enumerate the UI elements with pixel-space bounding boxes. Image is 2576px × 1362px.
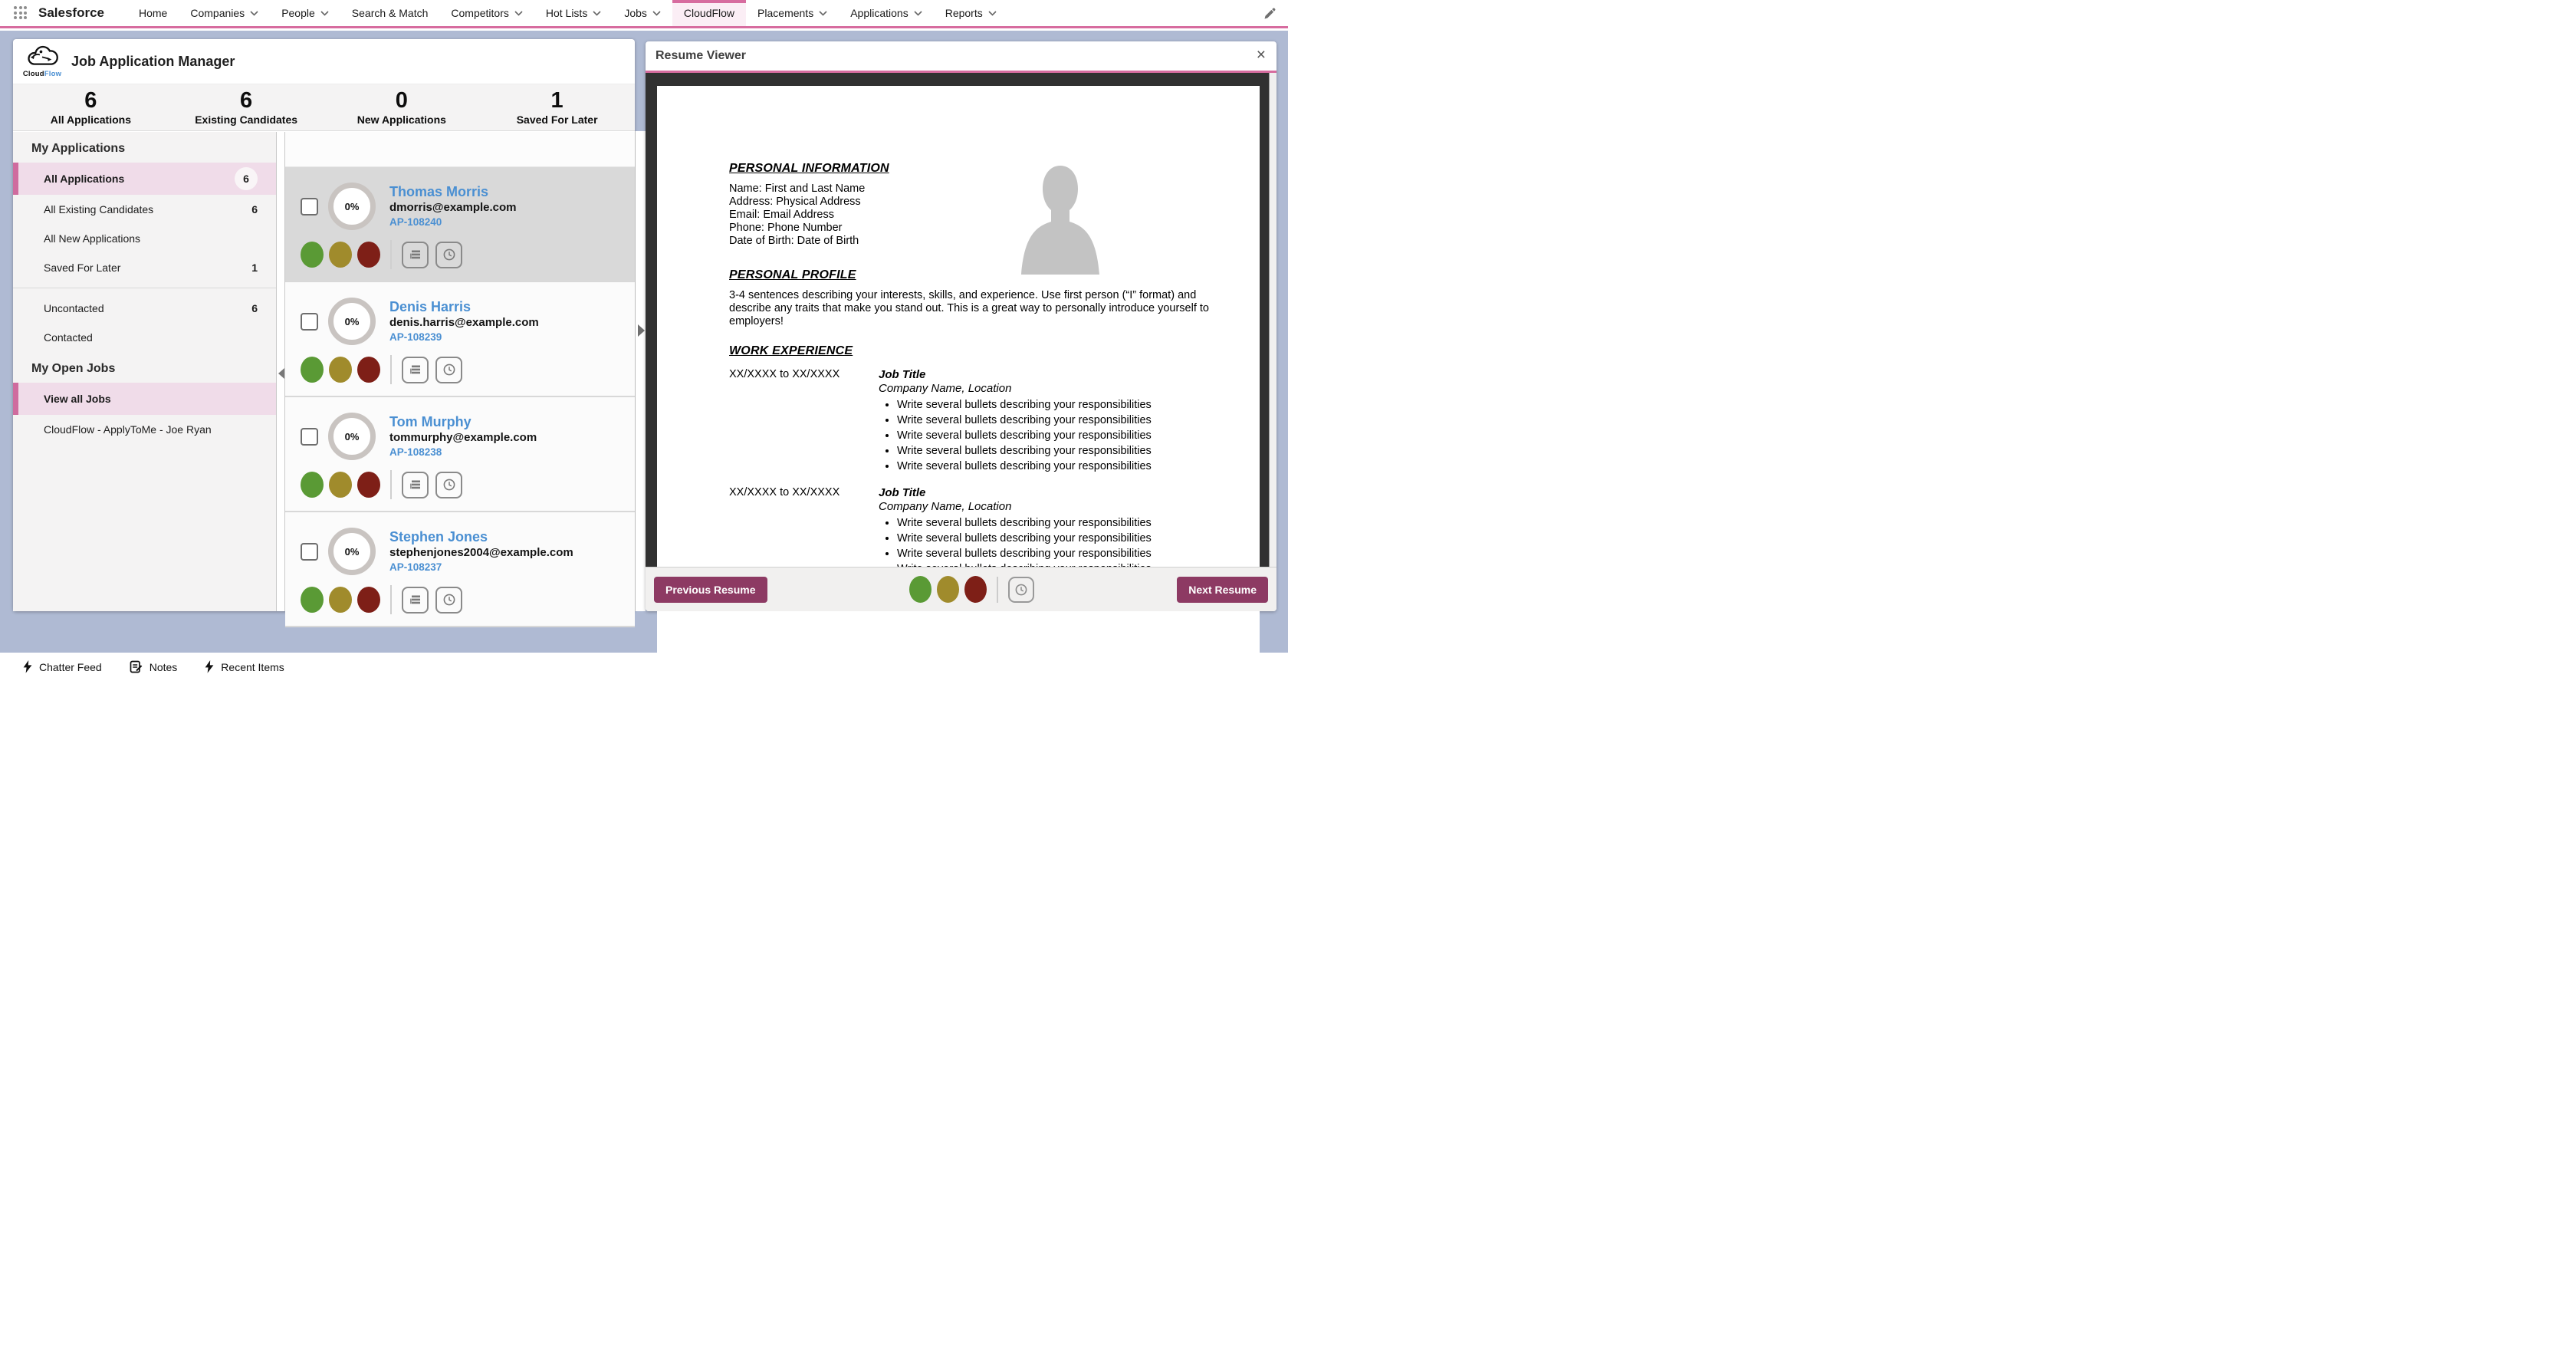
next-resume-button[interactable]: Next Resume [1177,577,1268,603]
panel-header [13,39,635,84]
panel-body [13,132,635,611]
stat-existing-candidates: 6 Existing Candidates [195,88,298,126]
candidate-list-header [285,132,635,167]
applications-sidebar [13,132,276,611]
actions-divider [997,577,998,603]
stats-bar [13,84,635,131]
edit-pencil-icon[interactable] [1263,8,1276,25]
match-percent-ring: 0% [328,413,376,460]
match-percent-ring: 0% [328,183,376,230]
note-pencil-icon [130,660,143,673]
status-dot-red[interactable] [357,472,380,498]
application-id-link[interactable]: AP-108240 [389,216,442,228]
status-dot-green[interactable] [301,472,324,498]
candidate-email: tommurphy@example.com [389,431,537,444]
nav-item-reports[interactable]: Reports [934,0,1008,26]
resume-viewer-title: Resume Viewer [656,49,746,62]
history-button[interactable] [435,242,462,268]
sidebar-item-contacted[interactable]: Contacted [44,331,93,344]
section-heading: PERSONAL PROFILE [729,268,856,281]
candidate-name-link[interactable]: Denis Harris [389,299,472,314]
status-dot-green[interactable] [301,242,324,268]
lightning-bolt-icon [205,660,214,673]
application-details-button[interactable] [402,472,429,498]
candidate-name-link[interactable]: Thomas Morris [389,184,489,199]
status-dot-olive[interactable] [937,576,959,603]
status-dot-green[interactable] [301,587,324,613]
match-percent-ring: 0% [328,298,376,345]
list-icon [409,478,422,492]
status-dot-olive[interactable] [329,472,352,498]
work-experience-entry: XX/XXXX to XX/XXXX Job Title Company Name, Location • Write several bullets describing your responsibilities • Write several bullets describing your responsibilities • Write several bullets describing your responsibilities • [729,486,1214,578]
actions-divider [390,240,392,269]
sidebar-section-my-open-jobs: My Open Jobs [31,362,116,375]
stat-saved-for-later: 1 Saved For Later [516,88,598,126]
resume-panel-splitter[interactable] [635,131,646,611]
resume-viewer-header [646,41,1276,71]
chevron-down-icon [988,11,997,16]
top-navigation [0,0,1288,28]
application-id-link[interactable]: AP-108239 [389,331,442,343]
candidate-list [285,132,635,611]
resume-viewer-footer [646,567,1276,611]
utility-recent-items[interactable]: Recent Items [205,660,284,673]
history-button[interactable] [435,357,462,383]
candidate-row[interactable] [285,512,635,627]
nav-item-placements[interactable]: Placements [746,0,839,26]
list-icon [409,363,422,377]
candidate-row[interactable] [285,397,635,512]
section-heading: PERSONAL INFORMATION [729,162,889,175]
candidate-checkbox[interactable] [301,313,318,331]
pdf-scrollbar[interactable] [1269,73,1276,567]
clock-icon [1014,583,1028,597]
application-details-button[interactable] [402,357,429,383]
candidate-checkbox[interactable] [301,198,318,215]
status-dot-red[interactable] [357,587,380,613]
candidate-checkbox[interactable] [301,543,318,561]
status-dot-olive[interactable] [329,242,352,268]
previous-resume-button[interactable]: Previous Resume [654,577,767,603]
nav-item-competitors[interactable]: Competitors [439,0,534,26]
actions-divider [390,585,392,614]
workspace-background [0,31,1288,653]
chevron-down-icon [652,11,661,16]
nav-item-cloudflow-active[interactable]: CloudFlow [672,0,746,26]
work-experience-section [729,344,1214,578]
candidate-name-link[interactable]: Tom Murphy [389,414,472,429]
clock-icon [442,363,456,377]
pdf-viewer [646,73,1276,567]
collapse-left-icon[interactable] [278,368,284,379]
nav-item-home[interactable]: Home [139,7,168,19]
lightning-bolt-icon [23,660,32,673]
stat-new-applications: 0 New Applications [356,88,446,126]
sidebar-item-all-new-applications[interactable]: All New Applications [44,232,141,245]
resume-viewer-panel [646,41,1276,611]
nav-items [127,0,1008,26]
candidate-email: denis.harris@example.com [389,316,539,329]
sidebar-item-all-existing-candidates[interactable]: All Existing Candidates 6 [44,203,258,215]
cloud-icon [25,43,60,68]
utility-bar [0,653,1288,681]
close-icon[interactable]: × [1256,46,1266,64]
actions-divider [390,355,392,384]
chevron-down-icon [320,11,329,16]
sidebar-item-all-applications[interactable]: All Applications 6 [13,163,276,195]
sidebar-item-saved-for-later[interactable]: Saved For Later 1 [44,262,258,274]
status-dot-green[interactable] [909,576,932,603]
status-dot-olive[interactable] [329,587,352,613]
resume-page [657,86,1260,791]
expand-right-icon[interactable] [638,324,645,337]
clock-icon [442,248,456,262]
nav-item-applications[interactable]: Applications [839,0,934,26]
nav-item-hot-lists[interactable]: Hot Lists [534,0,613,26]
history-button[interactable] [1008,577,1034,603]
application-details-button[interactable] [402,242,429,268]
chevron-down-icon [250,11,258,16]
match-percent-ring: 0% [328,528,376,575]
actions-divider [390,470,392,499]
candidate-name-link[interactable]: Stephen Jones [389,529,488,544]
status-dot-olive[interactable] [329,357,352,383]
sidebar-collapse-splitter[interactable] [276,132,285,611]
clock-icon [442,478,456,492]
stat-all-applications: 6 All Applications [50,88,132,126]
history-button[interactable] [435,587,462,614]
sidebar-item-view-all-jobs[interactable]: View all Jobs [13,383,276,415]
cloudflow-logo [21,43,64,78]
cloudflow-logo-text: CloudFlow [22,70,62,78]
candidate-email: stephenjones2004@example.com [389,546,573,559]
chevron-down-icon [914,11,922,16]
nav-item-jobs[interactable]: Jobs [613,0,672,26]
utility-chatter-feed[interactable]: Chatter Feed [23,660,102,673]
application-id-link[interactable]: AP-108238 [389,446,442,458]
section-heading: WORK EXPERIENCE [729,344,853,357]
nav-item-companies[interactable]: Companies [179,0,270,26]
personal-information-section: PERSONAL INFORMATION Name: First and Last Name Address: Physical Address Email: Email Address Phone: Phone Number Date of Birth: Date of Birth [729,162,889,247]
utility-notes[interactable]: Notes [130,660,178,673]
job-application-manager-panel [13,39,635,611]
page-title: Job Application Manager [71,54,235,69]
status-dot-red[interactable] [357,357,380,383]
status-dot-red[interactable] [357,242,380,268]
app-launcher-icon[interactable] [14,6,28,20]
chevron-down-icon [593,11,601,16]
clock-icon [442,593,456,607]
brand-logo[interactable]: Salesforce [38,5,104,20]
count-badge: 6 [235,167,258,190]
sidebar-item-uncontacted[interactable]: Uncontacted 6 [44,302,258,314]
history-button[interactable] [435,472,462,498]
chevron-down-icon [819,11,827,16]
candidate-email: dmorris@example.com [389,201,517,214]
candidate-row[interactable] [285,167,635,282]
chevron-down-icon [514,11,523,16]
sidebar-section-my-applications: My Applications [31,142,126,155]
work-experience-entry: XX/XXXX to XX/XXXX Job Title Company Name, Location • Write several bullets describing your responsibilities • Write several bullets describing your responsibilities • Write several bullets describing your responsibilities • Write several bullets describing your responsibilities • Write several bullets describing your responsibilities [729,368,1214,475]
sidebar-item-cloudflow-applytome-joe-ryan[interactable]: CloudFlow - ApplyToMe - Joe Ryan [44,423,212,436]
list-icon [409,248,422,262]
application-id-link[interactable]: AP-108237 [389,561,442,573]
candidate-row[interactable] [285,282,635,397]
nav-item-people[interactable]: People [270,0,340,26]
nav-item-search-match[interactable]: Search & Match [351,7,429,19]
personal-profile-section: PERSONAL PROFILE 3-4 sentences describing your interests, skills, and experience. Use first person (“I” format) and describe any traits that make you stand out. This is a great way to personally introduce yourself to employers! [729,268,1209,327]
list-icon [409,593,422,607]
status-dot-green[interactable] [301,357,324,383]
candidate-checkbox[interactable] [301,428,318,446]
status-dot-red[interactable] [964,576,987,603]
application-details-button[interactable] [402,587,429,614]
